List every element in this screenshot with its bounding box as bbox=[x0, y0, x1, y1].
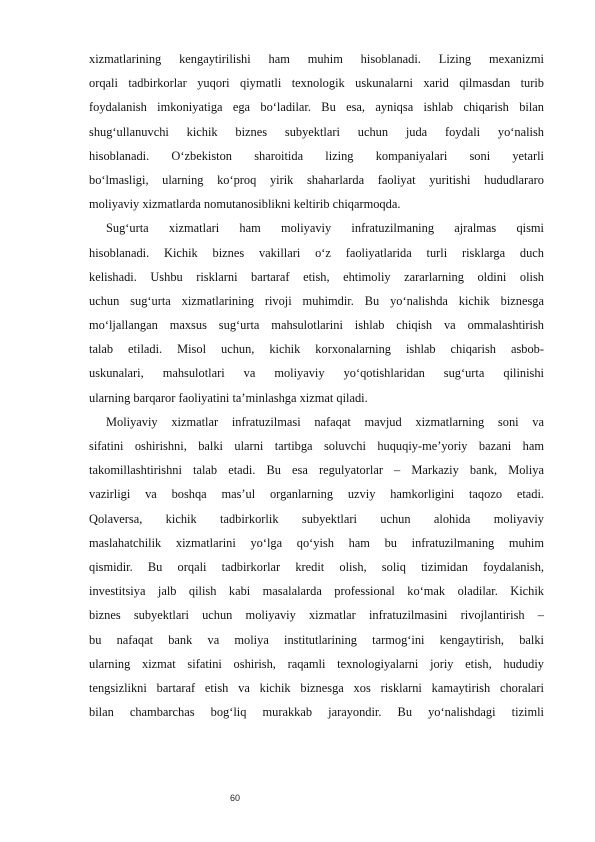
document-body bbox=[89, 47, 544, 724]
text-line: maslahatchilik xizmatlarini yo‘lga qo‘yish ham bu infratuzilmaning muhim bbox=[89, 535, 544, 550]
text-line: shug‘ullanuvchi kichik biznes subyektlari uchun juda foydali yo‘nalish bbox=[89, 124, 544, 139]
paragraph-insurance bbox=[89, 216, 544, 410]
text-line: mo‘ljallangan maxsus sug‘urta mahsulotlarini ishlab chiqish va ommalashtirish bbox=[89, 318, 544, 333]
text-line: bu nafaqat bank va moliya institutlarining tarmog‘ini kengaytirish, balki bbox=[89, 632, 544, 647]
text-line: bilan chambarchas bog‘liq murakkab jarayondir. Bu yo‘nalishdagi tizimli bbox=[89, 705, 544, 720]
page-number: 60 bbox=[230, 793, 241, 803]
text-line: xizmatlarining kengaytirilishi ham muhim hisoblanadi. Lizing mexanizmi bbox=[89, 52, 544, 66]
text-line: investitsiya jalb qilish kabi masalalarda professional ko‘mak oladilar. Kichik bbox=[89, 584, 544, 599]
text-line: takomillashtirishni talab etadi. Bu esa regulyatorlar – Markaziy bank, Moliya bbox=[89, 463, 544, 478]
text-line: vazirligi va boshqa mas’ul organlarning uzviy hamkorligini taqozo etadi. bbox=[89, 487, 544, 502]
text-line: uskunalari, mahsulotlari va moliyaviy yo‘qotishlaridan sug‘urta qilinishi bbox=[89, 366, 544, 381]
text-line: Qolaversa, kichik tadbirkorlik subyektlari uchun alohida moliyaviy bbox=[89, 511, 544, 526]
text-line: Moliyaviy xizmatlar infratuzilmasi nafaqat mavjud xizmatlarning soni va bbox=[106, 414, 544, 429]
text-line: bo‘lmasligi, ularning ko‘proq yirik shaharlarda faoliyat yuritishi hududlararo bbox=[89, 172, 544, 187]
text-line: uchun sug‘urta xizmatlarining rivoji muhimdir. Bu yo‘nalishda kichik biznesga bbox=[89, 293, 544, 308]
text-line: kelishadi. Ushbu risklarni bartaraf etish, ehtimoliy zararlarning oldini olish bbox=[89, 269, 544, 284]
paragraph-leasing bbox=[89, 47, 544, 216]
text-line: Sug‘urta xizmatlari ham moliyaviy infratuzilmaning ajralmas qismi bbox=[106, 221, 544, 236]
text-line: moliyaviy xizmatlarda nomutanosiblikni keltirib chiqarmoqda. bbox=[89, 197, 401, 212]
text-line: hisoblanadi. O‘zbekiston sharoitida lizing kompaniyalari soni yetarli bbox=[89, 148, 544, 163]
text-line: talab etiladi. Misol uchun, kichik korxonalarning ishlab chiqarish asbob- bbox=[89, 342, 544, 357]
text-line: tengsizlikni bartaraf etish va kichik biznesga xos risklarni kamaytirish choralari bbox=[89, 680, 544, 695]
text-line: sifatini oshirishni, balki ularni tartibga soluvchi huquqiy-me’yoriy bazani ham bbox=[89, 439, 544, 453]
paragraph-infrastructure bbox=[89, 410, 544, 724]
text-line: foydalanish imkoniyatiga ega bo‘ladilar. Bu esa, ayniqsa ishlab chiqarish bilan bbox=[89, 100, 544, 115]
text-line: qismidir. Bu orqali tadbirkorlar kredit olish, soliq tizimidan foydalanish, bbox=[89, 559, 544, 574]
text-line: ularning barqaror faoliyatini ta’minlashga xizmat qiladi. bbox=[89, 390, 368, 405]
text-line: biznes subyektlari uchun moliyaviy xizmatlar infratuzilmasini rivojlantirish – bbox=[89, 608, 544, 623]
text-line: ularning xizmat sifatini oshirish, raqamli texnologiyalarni joriy etish, hududiy bbox=[89, 656, 544, 671]
text-line: orqali tadbirkorlar yuqori qiymatli texnologik uskunalarni xarid qilmasdan turib bbox=[89, 76, 544, 91]
text-line: hisoblanadi. Kichik biznes vakillari o‘z faoliyatlarida turli risklarga duch bbox=[89, 245, 544, 260]
